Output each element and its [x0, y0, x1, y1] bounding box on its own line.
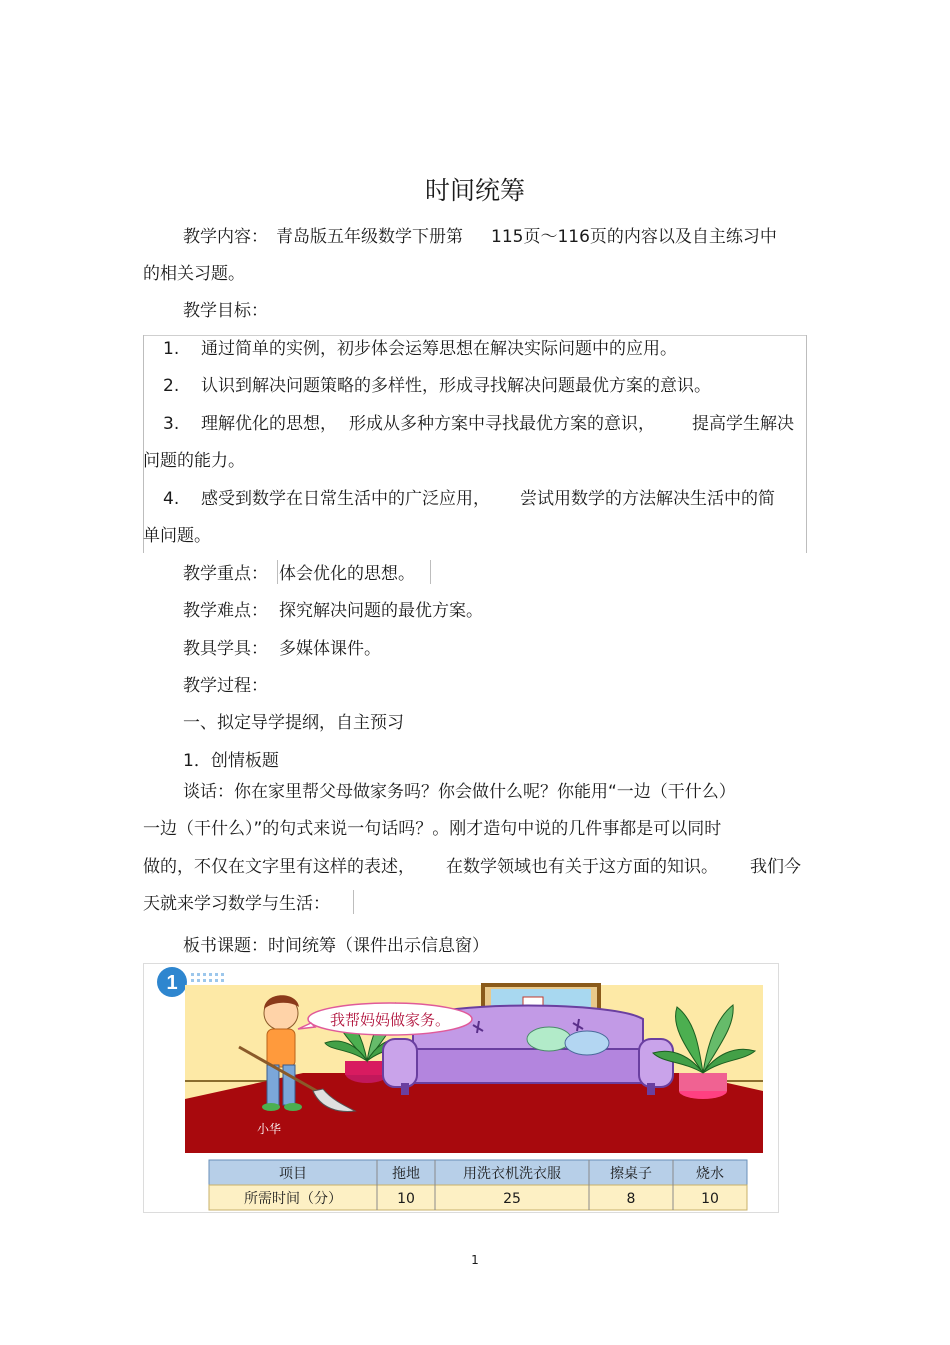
talk-line-3c: 我们今	[750, 857, 801, 877]
table-header-boil-water: 烧水	[696, 1166, 724, 1182]
goals-box-top	[143, 335, 807, 336]
kid-name-label: 小华	[257, 1122, 282, 1136]
table-value-laundry: 25	[503, 1191, 521, 1207]
page-title: 时间统筹	[424, 176, 525, 205]
content-label: 教学内容：	[183, 227, 268, 247]
goals-box-right	[806, 335, 807, 553]
goals-label: 教学目标：	[183, 301, 268, 321]
tools-label: 教具学具：	[183, 639, 268, 659]
talk-line-3b: 在数学领域也有关于这方面的知识。	[446, 857, 718, 877]
key-text: 体会优化的思想。	[279, 564, 415, 584]
table-value-boil-water: 10	[701, 1191, 719, 1207]
difficulty-label: 教学难点：	[183, 601, 268, 621]
goal-2-number: 2.	[163, 376, 180, 396]
table-value-mopping: 10	[397, 1191, 415, 1207]
content-text-2: 115页～116页的内容以及自主练习中	[491, 227, 777, 247]
goal-1-number: 1.	[163, 339, 180, 359]
table-value-wipe-table: 8	[626, 1191, 636, 1207]
goal-3-continuation: 问题的能力。	[143, 451, 245, 471]
talk-line-2: 一边（干什么）”的句式来说一句话吗？。刚才造句中说的几件事都是可以同时	[143, 819, 722, 839]
content-text-3: 的相关习题。	[143, 264, 245, 284]
table-header-wipe-table: 擦桌子	[610, 1166, 652, 1182]
table-header-laundry: 用洗衣机洗衣服	[463, 1166, 561, 1182]
goal-4-text-a: 感受到数学在日常生活中的广泛应用，	[201, 489, 490, 509]
info-window-figure	[143, 963, 779, 1213]
difficulty-text: 探究解决问题的最优方案。	[279, 601, 483, 621]
page-number: 1	[471, 1253, 479, 1267]
goal-1-text: 通过简单的实例，初步体会运筹思想在解决实际问题中的应用。	[201, 339, 677, 359]
goal-3-text-c: 提高学生解决	[692, 414, 794, 434]
section-1-heading: 一、拟定导学提纲，自主预习	[183, 713, 404, 733]
talk-box-right	[353, 890, 354, 914]
goals-box-left	[143, 335, 144, 553]
key-box-right	[430, 560, 431, 584]
goal-2-text: 认识到解决问题策略的多样性，形成寻找解决问题最优方案的意识。	[201, 376, 711, 396]
goal-4-text-b: 尝试用数学的方法解决生活中的简	[520, 489, 775, 509]
goal-3-number: 3.	[163, 414, 180, 434]
table-row-label: 所需时间（分）	[244, 1191, 342, 1207]
talk-line-4: 天就来学习数学与生活：	[143, 894, 330, 914]
key-box-left	[277, 560, 278, 584]
board-line: 板书课题：时间统筹（课件出示信息窗）	[183, 936, 489, 956]
table-header-item: 项目	[279, 1166, 307, 1182]
goal-4-number: 4.	[163, 489, 180, 509]
badge-number: 1	[166, 972, 178, 994]
process-label: 教学过程：	[183, 676, 268, 696]
subsection-1-heading: 1．创情板题	[183, 751, 279, 771]
goal-3-text-b: 形成从多种方案中寻找最优方案的意识，	[349, 414, 655, 434]
content-text-1: 青岛版五年级数学下册第	[276, 227, 463, 247]
speech-text: 我帮妈妈做家务。	[329, 1011, 451, 1029]
goal-4-continuation: 单问题。	[143, 526, 211, 546]
tools-text: 多媒体课件。	[279, 639, 381, 659]
talk-line-1: 谈话：你在家里帮父母做家务吗？你会做什么呢？你能用“一边（干什么）	[183, 782, 736, 802]
talk-line-3a: 做的，不仅在文字里有这样的表述，	[143, 857, 415, 877]
table-header-mopping: 拖地	[392, 1166, 420, 1182]
chores-time-table	[209, 1160, 747, 1210]
key-label: 教学重点：	[183, 564, 268, 584]
goal-3-text-a: 理解优化的思想，	[201, 414, 337, 434]
